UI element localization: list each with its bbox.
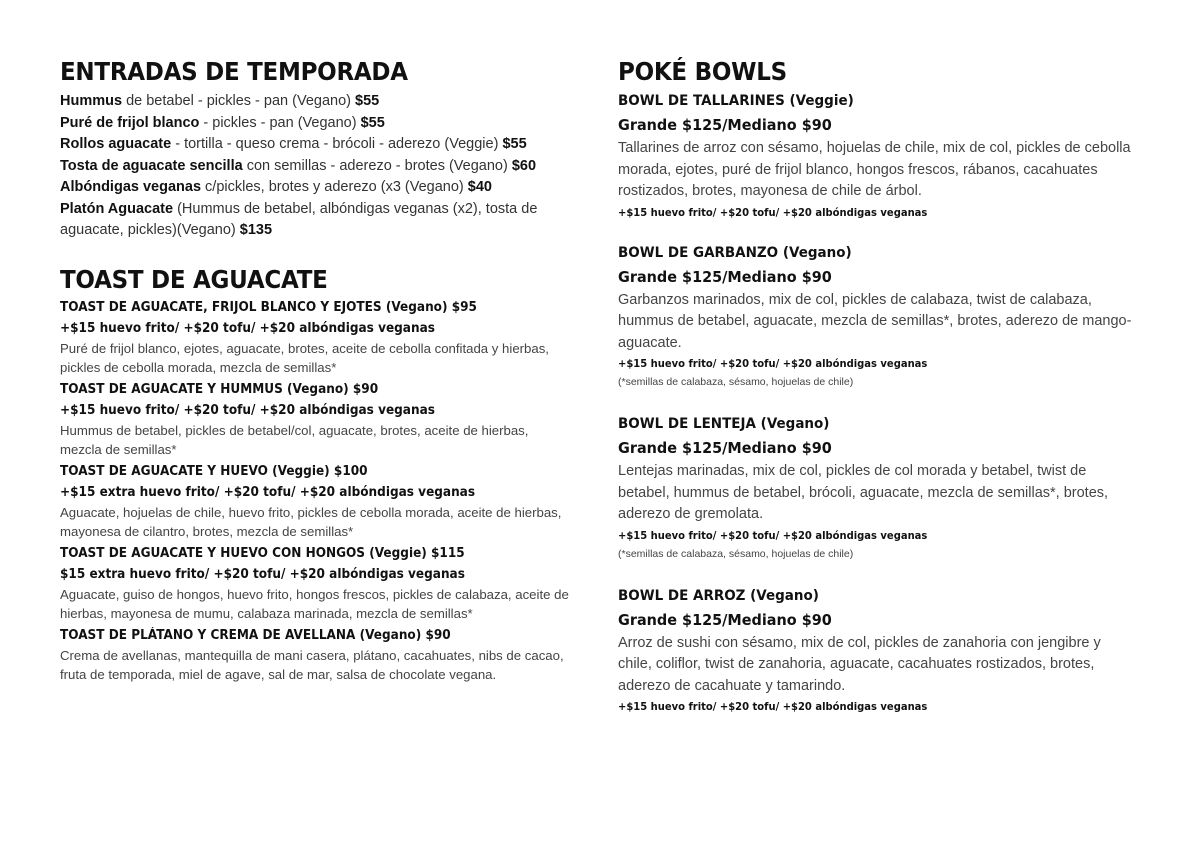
bowl-item (618, 242, 1138, 391)
item-desc: de betabel - pickles - pan (Vegano) (122, 93, 355, 109)
section-poke-bowls (618, 56, 1138, 717)
item-name: Albóndigas veganas (60, 179, 202, 195)
item-desc: con semillas - aderezo - brotes (Vegano) (242, 157, 512, 174)
bowl-note: (*semillas de calabaza, sésamo, hojuelas de chile) (618, 376, 854, 388)
bowl-price: Grande $125/Mediano $90 (618, 267, 832, 286)
item-price: $60 (511, 157, 537, 174)
item-price: $40 (467, 179, 492, 195)
toast-item (60, 543, 570, 623)
toast-extras: +$15 huevo frito/ +$20 tofu/ +$20 albóndigas veganas (60, 320, 435, 336)
item-desc: (Hummus de betabel, albóndigas veganas (x2), tosta de aguacate, pickles)(Vegano) (60, 200, 538, 238)
toast-heading: TOAST DE AGUACATE, FRIJOL BLANCO Y EJOTES (Vegano) $95 (60, 299, 477, 315)
item-name: Rollos aguacate (60, 136, 172, 152)
bowl-name: BOWL DE GARBANZO (Vegano) (618, 244, 852, 261)
item-desc: - tortilla - queso crema - brócoli - aderezo (Veggie) (171, 136, 503, 152)
toast-desc: Crema de avellanas, mantequilla de mani casera, plátano, cacahuates, nibs de cacao, fruta de temporada, miel de agave, sal de mar, salsa de chocolate vegana. (60, 647, 564, 682)
entradas-list (60, 91, 570, 242)
menu-item (60, 113, 570, 135)
bowl-price: Grande $125/Mediano $90 (618, 116, 832, 134)
bowl-desc: Arroz de sushi con sésamo, mix de col, pickles de zanahoria con jengibre y chile, coliflor, twist de zanahoria, aguacate, cacahuates rostizados, brotes, aderezo de cacahuate y tamarindo. (618, 634, 1101, 694)
bowl-extras: +$15 huevo frito/ +$20 tofu/ +$20 albóndigas veganas (618, 358, 928, 370)
toast-heading: TOAST DE AGUACATE Y HUMMUS (Vegano) $90 (60, 381, 379, 397)
section-toast (60, 264, 570, 684)
toast-desc: Puré de frijol blanco, ejotes, aguacate, brotes, aceite de cebolla confitada y hierbas, pickles de cebolla morada, mezcla de semillas* (60, 340, 549, 375)
bowl-name: BOWL DE TALLARINES (Veggie) (618, 93, 854, 109)
menu-item (60, 134, 570, 156)
item-price: $135 (239, 222, 273, 238)
toast-item (60, 297, 570, 377)
item-name: Puré de frijol blanco (60, 114, 200, 131)
toast-heading: TOAST DE AGUACATE Y HUEVO CON HONGOS (Veggie) $115 (60, 545, 465, 561)
bowl-desc: Lentejas marinadas, mix de col, pickles de col morada y betabel, twist de betabel, hummus de betabel, brócoli, aguacate, mezcla de semillas*, brotes, aderezo de gremolata. (618, 463, 1109, 522)
bowl-extras: +$15 huevo frito/ +$20 tofu/ +$20 albóndigas veganas (618, 701, 928, 713)
right-column (618, 56, 1138, 717)
toast-desc: Aguacate, guiso de hongos, huevo frito, hongos frescos, pickles de calabaza, aceite de hierbas, mayonesa de mumu, calabaza marinada, mezcla de semillas* (60, 586, 569, 621)
bowl-desc: Tallarines de arroz con sésamo, hojuelas de chile, mix de col, pickles de cebolla morada, ejotes, puré de frijol blanco, hongos frescos, rábanos, cacahuates rostizados, brotes, mayonesa de chile de árbol. (618, 140, 1131, 199)
left-column (60, 56, 570, 686)
bowl-item (618, 585, 1138, 718)
bowl-price: Grande $125/Mediano $90 (618, 439, 832, 457)
toast-desc: Hummus de betabel, pickles de betabel/col, aguacate, brotes, aceite de hierbas, mezcla de semillas* (60, 422, 529, 457)
bowl-extras: +$15 huevo frito/ +$20 tofu/ +$20 albóndigas veganas (618, 529, 928, 542)
toast-item (60, 379, 570, 459)
item-name: Hummus (60, 93, 123, 109)
item-name: Platón Aguacate (60, 200, 174, 217)
toast-item (60, 461, 570, 541)
bowl-item (618, 90, 1138, 223)
bowl-extras: +$15 huevo frito/ +$20 tofu/ +$20 albóndigas veganas (618, 206, 928, 219)
toast-desc: Aguacate, hojuelas de chile, huevo frito, pickles de cebolla morada, aceite de hierbas, mayonesa de cilantro, brotes, mezcla de semillas* (60, 504, 562, 539)
section-entradas (60, 56, 570, 242)
section-title-toast: TOAST DE AGUACATE (60, 264, 328, 294)
toast-heading: TOAST DE PLÁTANO Y CREMA DE AVELLANA (Vegano) $90 (60, 627, 451, 643)
toast-item (60, 625, 570, 684)
item-desc: c/pickles, brotes y aderezo (x3 (Vegano) (201, 179, 468, 195)
bowl-name: BOWL DE LENTEJA (Vegano) (618, 416, 830, 432)
bowl-name: BOWL DE ARROZ (Vegano) (618, 587, 819, 604)
item-price: $55 (355, 93, 380, 109)
toast-heading: TOAST DE AGUACATE Y HUEVO (Veggie) $100 (60, 463, 368, 479)
menu-item (60, 199, 570, 242)
menu-item (60, 156, 570, 178)
bowl-desc: Garbanzos marinados, mix de col, pickles de calabaza, twist de calabaza, hummus de betabel, aguacate, mezcla de semillas*, brotes, aderezo de mango-aguacate. (618, 291, 1132, 351)
bowl-note: (*semillas de calabaza, sésamo, hojuelas de chile) (618, 547, 854, 560)
item-desc: - pickles - pan (Vegano) (199, 114, 361, 131)
menu-item (60, 177, 570, 199)
menu-item (60, 91, 570, 113)
item-price: $55 (502, 136, 527, 152)
bowl-item (618, 413, 1138, 562)
toast-extras: +$15 huevo frito/ +$20 tofu/ +$20 albóndigas veganas (60, 402, 435, 418)
section-title-entradas: ENTRADAS DE TEMPORADA (60, 57, 408, 86)
toast-extras: +$15 extra huevo frito/ +$20 tofu/ +$20 albóndigas veganas (60, 484, 476, 500)
item-name: Tosta de aguacate sencilla (60, 157, 243, 174)
toast-extras: $15 extra huevo frito/ +$20 tofu/ +$20 albóndigas veganas (60, 566, 465, 582)
item-price: $55 (360, 114, 385, 131)
bowl-price: Grande $125/Mediano $90 (618, 610, 832, 629)
section-title-poke: POKÉ BOWLS (618, 57, 787, 86)
